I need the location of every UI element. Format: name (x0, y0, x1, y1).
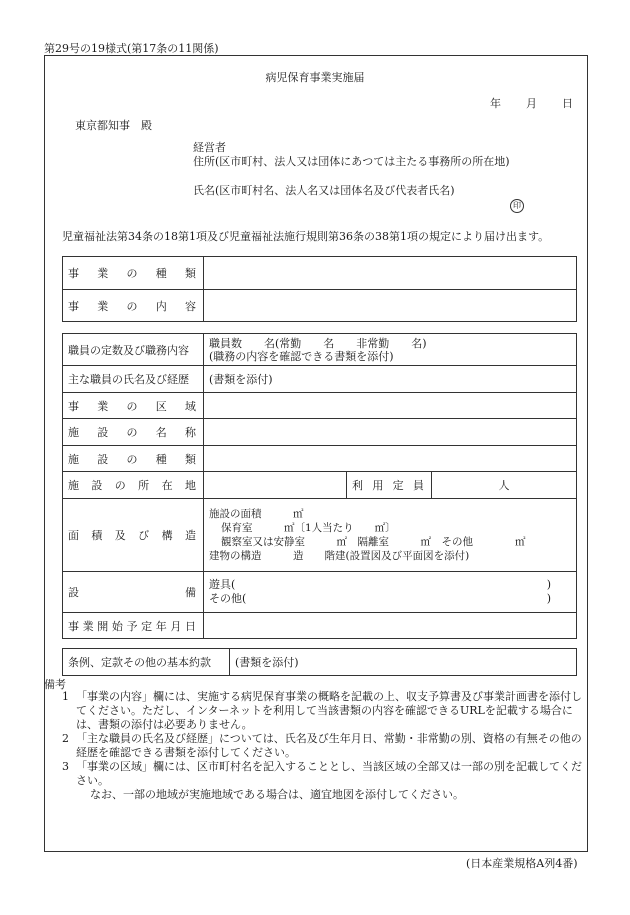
business-content-label: 事 業 の 内 容 (63, 290, 204, 322)
structure-label: 面 積 及 び 構 造 (63, 499, 204, 572)
rules-table (62, 648, 577, 676)
applicant-address-label: 住所(区市町村、法人又は団体にあつては主たる事務所の所在地) (193, 155, 510, 168)
form-title: 病児保育事業実施届 (265, 71, 365, 84)
structure-line-3: 観察室又は安静室 ㎡ 隔離室 ㎡ その他 ㎡ (221, 536, 526, 548)
applicant-name-label: 氏名(区市町村名、法人名又は団体名及び代表者氏名) (193, 184, 455, 197)
date-day: 日 (562, 97, 573, 110)
staff-line-1: 職員数 名(常勤 名 非常勤 名) (209, 336, 427, 350)
staff-line-2: (職務の内容を確認できる書類を添付) (209, 349, 394, 363)
structure-line-2: 保育室 ㎡〔1人当たり ㎡〕 (221, 522, 396, 534)
seal-mark: 印 (510, 198, 524, 213)
equipment-field[interactable] (204, 572, 577, 613)
date-year: 年 (490, 97, 501, 110)
staff-label: 職員の定数及び職務内容 (63, 334, 204, 366)
addressee: 東京都知事 殿 (75, 119, 152, 132)
structure-field[interactable] (204, 499, 577, 572)
capacity-field[interactable]: 人 (432, 472, 577, 499)
facility-table (62, 333, 577, 639)
business-type-label: 事 業 の 種 類 (63, 257, 204, 290)
business-type-field[interactable] (204, 257, 577, 290)
notes-heading: 備考 (44, 678, 66, 691)
facility-name-field[interactable] (204, 419, 577, 446)
note-item: 1 「事業の内容」欄には、実施する病児保育事業の概略を記載の上、収支予算書及び事業計画書を添付してください。ただし、インターネットを利用して当該書類の内容を確認できるURLを記載する場合には、書類の添付は必要ありません。 (62, 690, 582, 731)
area-field[interactable] (204, 393, 577, 419)
footer-note: (日本産業規格A列4番) (466, 857, 578, 870)
business-table (62, 256, 577, 322)
equipment-line-2: その他( ) (209, 592, 552, 605)
note-item: 3 「事業の区域」欄には、区市町村名を記入することとし、当該区域の全部又は一部の別を記載してください。 (62, 760, 582, 787)
rules-label: 条例、定款その他の基本約款 (63, 649, 230, 676)
note-extra: なお、一部の地域が実施地域である場合は、適宜地図を添付してください。 (90, 788, 464, 801)
notes-list (62, 690, 584, 802)
start-date-label: 事 業 開 始 予 定 年 月 日 (63, 613, 204, 639)
facility-address-label: 施 設 の 所 在 地 (63, 472, 204, 499)
facility-type-label: 施 設 の 種 類 (63, 446, 204, 472)
note-item: 2 「主な職員の氏名及び経歴」については、氏名及び生年月日、常勤・非常勤の別、資格の有無その他の経歴を確認できる書類を添付してください。 (62, 732, 582, 759)
capacity-label: 利 用 定 員 (347, 472, 432, 499)
form-number: 第29号の19様式(第17条の11関係) (44, 42, 219, 55)
equipment-label: 設 備 (63, 572, 204, 613)
statement: 児童福祉法第34条の18第1項及び児童福祉法施行規則第36条の38第1項の規定により届け出ます。 (62, 230, 550, 243)
rules-field[interactable]: (書類を添付) (230, 649, 577, 676)
structure-line-1: 施設の面積 ㎡ (209, 508, 304, 520)
staff-field[interactable] (204, 334, 577, 366)
applicant-role: 経営者 (193, 141, 226, 154)
start-date-field[interactable] (204, 613, 577, 639)
facility-address-field[interactable] (204, 472, 347, 499)
facility-type-field[interactable] (204, 446, 577, 472)
structure-line-4: 建物の構造 造 階建(設置図及び平面図を添付) (209, 550, 470, 562)
area-label: 事 業 の 区 域 (63, 393, 204, 419)
equipment-line-1: 遊具( ) (209, 578, 552, 591)
main-staff-label: 主な職員の氏名及び経歴 (63, 366, 204, 393)
date-month: 月 (526, 97, 537, 110)
business-content-field[interactable] (204, 290, 577, 322)
facility-name-label: 施 設 の 名 称 (63, 419, 204, 446)
main-staff-field[interactable]: (書類を添付) (204, 366, 577, 393)
